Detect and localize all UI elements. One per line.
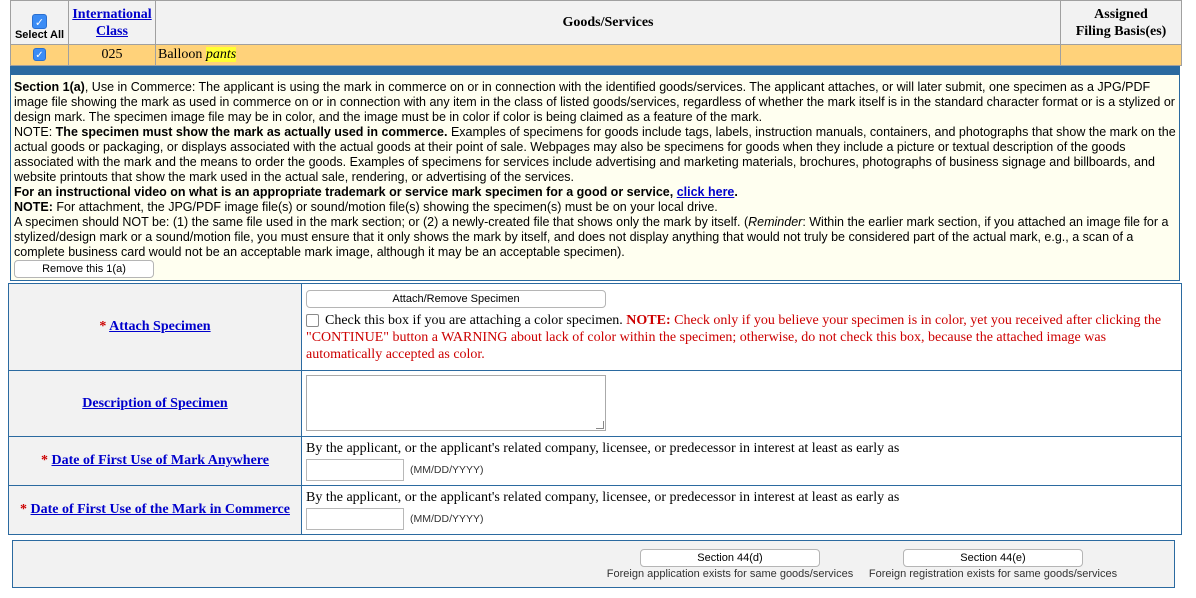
specimen-form-table: [8, 283, 1182, 535]
first-use-anywhere-link[interactable]: Date of First Use of Mark Anywhere: [51, 453, 269, 468]
first-use-commerce-label-cell: * Date of First Use of the Mark in Commerce: [9, 486, 302, 535]
attach-remove-specimen-button[interactable]: Attach/Remove Specimen: [306, 290, 606, 308]
resize-grip[interactable]: [596, 421, 604, 429]
section-44e-group: [861, 549, 1125, 580]
description-label-cell: [9, 371, 302, 437]
color-specimen-checkbox[interactable]: [306, 314, 319, 327]
first-use-anywhere-date-input[interactable]: [306, 459, 404, 481]
section-1a-panel: [10, 66, 1180, 281]
first-use-commerce-date-input[interactable]: [306, 508, 404, 530]
international-class-header[interactable]: [69, 1, 156, 45]
section-44e-button[interactable]: Section 44(e): [903, 549, 1083, 567]
section-44d-group: [605, 549, 855, 580]
description-row: [9, 371, 1182, 437]
row-checkbox[interactable]: ✓: [33, 48, 46, 61]
goods-table-row: [11, 45, 1182, 66]
goods-services-table: [10, 0, 1182, 66]
section-44d-button[interactable]: Section 44(d): [640, 549, 820, 567]
instructional-video-link[interactable]: click here: [676, 185, 735, 199]
row-class-cell: 025: [69, 45, 156, 66]
first-use-anywhere-row: [9, 437, 1182, 486]
attach-specimen-row: [9, 284, 1182, 371]
required-marker: *: [99, 319, 107, 334]
section-1a-title: Section 1(a): [14, 80, 85, 94]
goods-services-header: Goods/Services: [156, 1, 1061, 45]
row-select-cell: [11, 45, 69, 66]
description-textarea[interactable]: [306, 375, 606, 431]
select-all-header: [11, 1, 69, 45]
highlighted-term: pants: [205, 47, 237, 62]
row-goods-cell: Balloon pants: [156, 45, 1061, 66]
section-1a-header-bar: [11, 67, 1179, 75]
section-44-panel: [12, 540, 1175, 588]
attach-specimen-link[interactable]: Attach Specimen: [109, 319, 211, 334]
description-of-specimen-link[interactable]: Description of Specimen: [82, 395, 228, 411]
first-use-commerce-link[interactable]: Date of First Use of the Mark in Commerce: [30, 502, 290, 517]
select-all-label: Select All: [14, 29, 65, 41]
goods-table-header: [11, 1, 1182, 45]
first-use-anywhere-field: By the applicant, or the applicant's related company, licensee, or predecessor in interest at least as early as (MM/DD/YYYY): [302, 437, 1182, 486]
first-use-anywhere-label-cell: * Date of First Use of Mark Anywhere: [9, 437, 302, 486]
first-use-commerce-row: [9, 486, 1182, 535]
section-44d-note: Foreign application exists for same goods/services: [606, 568, 854, 580]
attach-specimen-field: [302, 284, 1182, 371]
color-specimen-option: Check this box if you are attaching a color specimen. NOTE: Check only if you believe your specimen is in color, yet you received after clicking the "CONTINUE" button a WARNING about lack of color within the specimen; otherwise, do not check this box, because the attached image was automatically accepted as color.: [306, 313, 1162, 362]
section-1a-text: Section 1(a), Use in Commerce: The applicant is using the mark in commerce on or in connection with the identified goods/services. The applicant attaches, or will later submit, one specimen as a JPG/PDF image file showing the mark as used in commerce on or in connection with any item in the class of listed goods/services, regardless of whether the mark itself is in the standard character format or is a stylized or design mark. The specimen image file may be in color, and the image must be in color if color is being claimed as a feature of the mark. NOTE: The specimen must show the mark as actually used in commerce. Examples of specimens for goods include tags, labels, instruction manuals, containers, and photographs that show the mark on the actual goods or packaging, or displays associated with the actual goods at their point of sale. Webpages may also be specimens for goods when they include a picture or textual description of the goods associated with the mark and the means to order the goods. Examples of specimens for services include advertising and marketing materials, brochures, photographs of business signage and billboards, and website printouts that show the mark used in the actual sale, rendering, or advertising of the services. For an instructional video on what is an appropriate trademark or service mark specimen for a good or service, click here. NOTE: For attachment, the JPG/PDF image file(s) or sound/motion file(s) showing the specimen(s) must be on your local drive. A specimen should NOT be: (1) the same file used in the mark section; or (2) a newly-created file that shows only the mark by itself. (Reminder: Within the earlier mark section, if you attached an image file for a stylized/design mark or a sound/motion file, you must ensure that it only shows the mark by itself, and does not display anything that would not truly be considered part of the actual mark, e.g., a scan of a complete business card would not be an acceptable mark image, although it may be an acceptable specimen).: [14, 80, 1176, 259]
select-all-checkbox[interactable]: ✓: [32, 14, 47, 29]
section-44e-note: Foreign registration exists for same goods/services: [868, 568, 1118, 580]
description-field-cell: [302, 371, 1182, 437]
attach-specimen-label-cell: [9, 284, 302, 371]
international-class-link[interactable]: International Class: [72, 6, 152, 39]
filing-basis-header: Assigned Filing Basis(es): [1061, 1, 1182, 45]
row-basis-cell: [1061, 45, 1182, 66]
remove-section-1a-button[interactable]: Remove this 1(a): [14, 260, 154, 278]
first-use-commerce-field: By the applicant, or the applicant's related company, licensee, or predecessor in interest at least as early as (MM/DD/YYYY): [302, 486, 1182, 535]
